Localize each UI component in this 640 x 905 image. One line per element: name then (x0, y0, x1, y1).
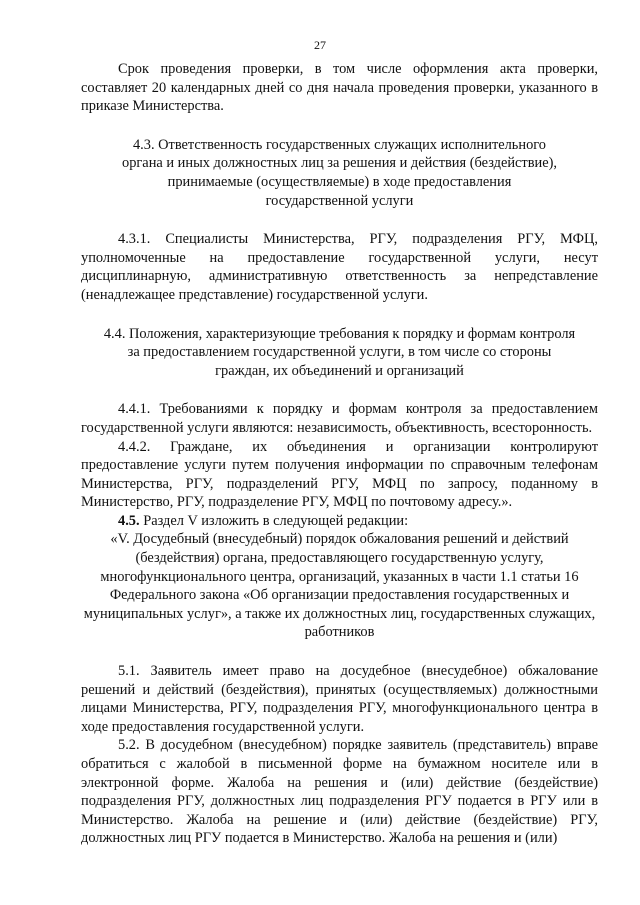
paragraph-5-1: 5.1. Заявитель имеет право на досудебное (внесудебное) обжалование решений и действий (бездействия), принятых (осуществляемых) должностными лицами Министерства, РГУ, подразделения РГУ, многофункционального центра в ходе предоставления государственной услуги. (81, 663, 598, 735)
section-heading-v: «V. Досудебный (внесудебный) порядок обжалования решений и действий (бездействия) органа, предоставляющего государственную услугу, многофункционального центра, организаций, указанных в части 1.1 статьи 16 Федерального закона «Об организации предоставления государственных и муниципальных услуг», а также их должностных лиц, государственных служащих, работников (83, 531, 596, 641)
section-heading-4-3: 4.3. Ответственность государственных служащих исполнительного органа и иных должностных лиц за решения и действия (бездействие), принимаемые (осуществляемые) в ходе предоставления государственной услуги (122, 136, 557, 209)
paragraph-4-5-text: Раздел V изложить в следующей редакции: (139, 512, 409, 529)
paragraph-4-5-number: 4.5. (118, 512, 140, 529)
page-number: 27 (314, 38, 326, 52)
paragraph-5-2: 5.2. В досудебном (внесудебном) порядке заявитель (представитель) вправе обратиться с жалобой в письменной форме на бумажном носителе или в электронной форме. Жалоба на решения и (или) действие (бездействие) подразделения РГУ, должностных лиц подразделения РГУ подается в РГУ или в Министерство. Жалоба на решение и (или) действие (бездействие) РГУ, должностных лиц РГУ подается в Министерство. Жалоба на решения и (или) (81, 737, 598, 847)
paragraph-4-3-1: 4.3.1. Специалисты Министерства, РГУ, подразделения РГУ, МФЦ, уполномоченные на предоставление государственной услуги, несут дисциплинарную, административную ответственность за непредставление (ненадлежащее представление) государственной услуги. (81, 231, 598, 303)
paragraph-inspection-period: Срок проведения проверки, в том числе оформления акта проверки, составляет 20 календарных дней со дня начала проведения проверки, указанного в приказе Министерства. (81, 61, 598, 115)
paragraph-4-5 (81, 512, 598, 531)
section-heading-4-4: 4.4. Положения, характеризующие требования к порядку и формам контроля за предоставлением государственной услуги, в том числе со стороны граждан, их объединений и организаций (103, 325, 576, 379)
paragraph-4-4-2: 4.4.2. Граждане, их объединения и организации контролируют предоставление услуги путем получения информации по справочным телефонам Министерства, РГУ, подразделений РГУ, МФЦ по запросу, поданному в Министерство, РГУ, подразделение РГУ, МФЦ по почтовому адресу.». (81, 438, 598, 511)
document-body (81, 60, 598, 848)
paragraph-4-4-1: 4.4.1. Требованиями к порядку и формам контроля за предоставлением государственной услуги являются: независимость, объективность, всесторонность. (81, 401, 598, 436)
